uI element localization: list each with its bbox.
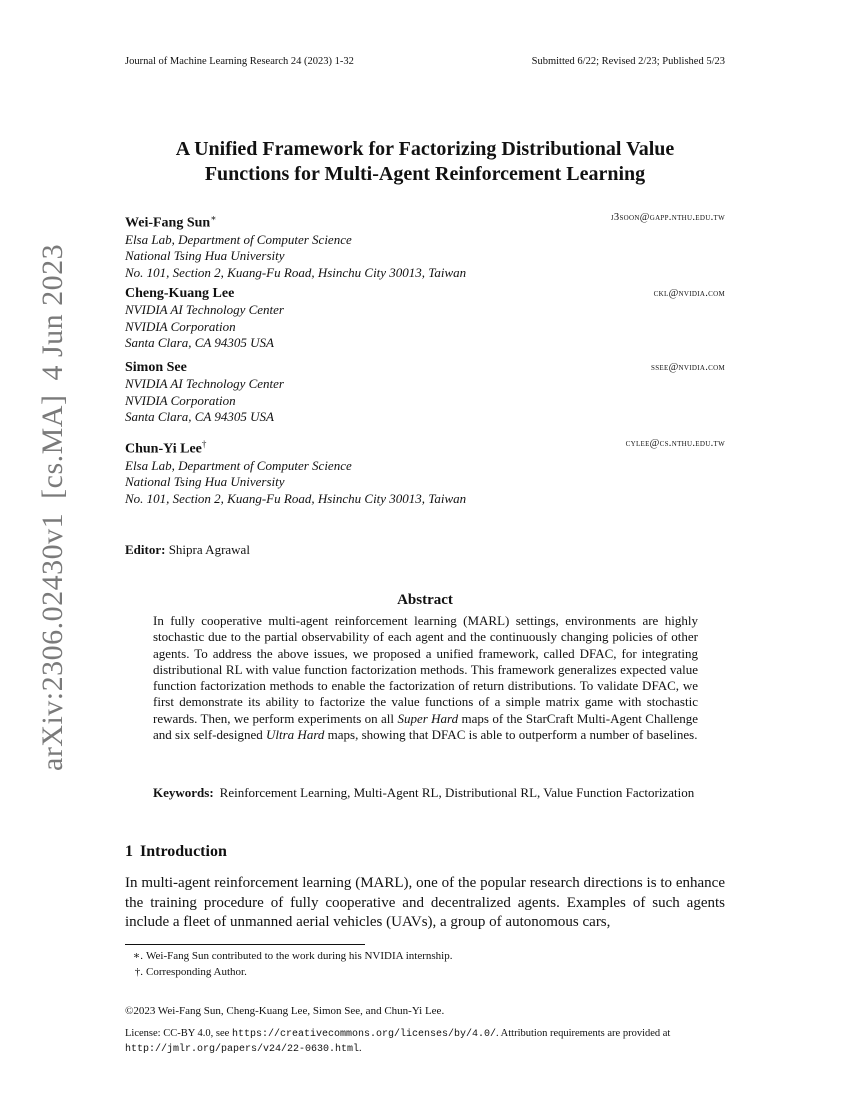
section-title: Introduction <box>140 843 227 860</box>
title-line-2: Functions for Multi-Agent Reinforcement Learning <box>204 163 646 185</box>
abstract-body: In fully cooperative multi-agent reinforcement learning (MARL) settings, environments are highly stochastic due to the partial observability of each agent and the continuously changing policies of other agents. To address the above issues, we proposed a unified framework, called DFAC, for integrating distributional RL with value function factorization methods. This framework generalizes expected value function factorization methods to enable the factorization of return distributions. To validate DFAC, we first demonstrate its ability to factorize the value functions of a simple matrix game with stochastic rewards. Then, we perform experiments on all Super Hard maps of the StarCraft Multi-Agent Challenge and six self-designed Ultra Hard maps, showing that DFAC is able to outperform a number of baselines. <box>153 613 698 743</box>
license-link[interactable]: https://creativecommons.org/licenses/by/4.0/ <box>231 1029 496 1040</box>
paper-title <box>100 137 750 187</box>
section-number: 1 <box>125 843 133 860</box>
affiliation-line: No. 101, Section 2, Kuang-Fu Road, Hsinchu City 30013, Taiwan <box>125 490 467 506</box>
journal-header: Journal of Machine Learning Research 24 (2023) 1-32 <box>125 56 354 67</box>
arxiv-stamp <box>36 244 70 771</box>
affiliation-line: NVIDIA AI Technology Center <box>125 376 284 391</box>
author-block <box>125 286 725 352</box>
author-block <box>125 210 725 281</box>
arxiv-category: [cs.MA] <box>36 394 69 499</box>
footnote: †. Corresponding Author. <box>134 966 247 978</box>
editor-line <box>125 542 250 558</box>
submission-dates: Submitted 6/22; Revised 2/23; Published 5/23 <box>531 56 725 67</box>
paper-link[interactable]: http://jmlr.org/papers/v24/22-0630.html <box>125 1044 360 1055</box>
keywords-text: Reinforcement Learning, Multi-Agent RL, Distributional RL, Value Function Factorization <box>219 785 695 800</box>
footnotes <box>125 948 452 980</box>
affiliation-line: NVIDIA Corporation <box>125 318 236 334</box>
author-block <box>125 436 725 507</box>
title-line-1: A Unified Framework for Factorizing Distributional Value <box>175 138 675 160</box>
author-name: Simon See <box>125 360 187 375</box>
author-email[interactable]: ssee@nvidia.com <box>651 362 725 373</box>
abstract-emphasis: Super Hard <box>397 710 459 726</box>
author-email[interactable]: ckl@nvidia.com <box>653 288 725 299</box>
keywords <box>153 785 698 802</box>
section-heading <box>125 843 227 861</box>
footnote-divider <box>125 944 365 945</box>
affiliation-line: Elsa Lab, Department of Computer Science <box>125 457 352 473</box>
author-footnote-mark: † <box>201 439 207 449</box>
affiliation-line: National Tsing Hua University <box>125 248 285 264</box>
abstract-emphasis: Ultra Hard <box>266 727 325 743</box>
affiliation-line: Elsa Lab, Department of Computer Science <box>125 231 352 247</box>
author-footnote-mark: ∗ <box>210 213 217 223</box>
author-name: Chun-Yi Lee† <box>125 439 207 457</box>
author-name: Wei-Fang Sun∗ <box>125 213 217 231</box>
license-notice: License: CC-BY 4.0, see https://creativecommons.org/licenses/by/4.0/. Attribution requirements are provided at http://jmlr.org/papers/v24/22-0630.html. <box>125 1028 671 1055</box>
author-email[interactable]: cylee@cs.nthu.edu.tw <box>625 438 725 449</box>
author-email[interactable]: j3soon@gapp.nthu.edu.tw <box>610 212 725 223</box>
arxiv-id: arXiv:2306.02430v1 <box>36 512 69 771</box>
abstract-heading: Abstract <box>397 592 453 608</box>
author-block <box>125 360 725 426</box>
keywords-label: Keywords: <box>153 785 214 800</box>
editor-label: Editor: <box>125 542 166 557</box>
editor-name: Shipra Agrawal <box>168 542 250 557</box>
affiliation-line: Santa Clara, CA 94305 USA <box>125 409 274 424</box>
section-body: In multi-agent reinforcement learning (MARL), one of the popular research directions is to enhance the training procedure of fully cooperative and decentralized agents. Examples of such agents include a fleet of unmanned aerial vehicles (UAVs), a group of autonomous cars, <box>125 875 725 930</box>
footnote: ∗. Wei-Fang Sun contributed to the work during his NVIDIA internship. <box>132 950 453 962</box>
affiliation-line: NVIDIA Corporation <box>125 392 236 408</box>
author-name: Cheng-Kuang Lee <box>125 286 235 301</box>
affiliation-line: No. 101, Section 2, Kuang-Fu Road, Hsinchu City 30013, Taiwan <box>125 264 467 280</box>
affiliation-line: National Tsing Hua University <box>125 474 285 490</box>
arxiv-date: 4 Jun 2023 <box>36 243 69 381</box>
affiliation-line: NVIDIA AI Technology Center <box>125 302 284 317</box>
affiliation-line: Santa Clara, CA 94305 USA <box>125 335 274 350</box>
copyright-notice: ©2023 Wei-Fang Sun, Cheng-Kuang Lee, Simon See, and Chun-Yi Lee. <box>125 1005 445 1017</box>
